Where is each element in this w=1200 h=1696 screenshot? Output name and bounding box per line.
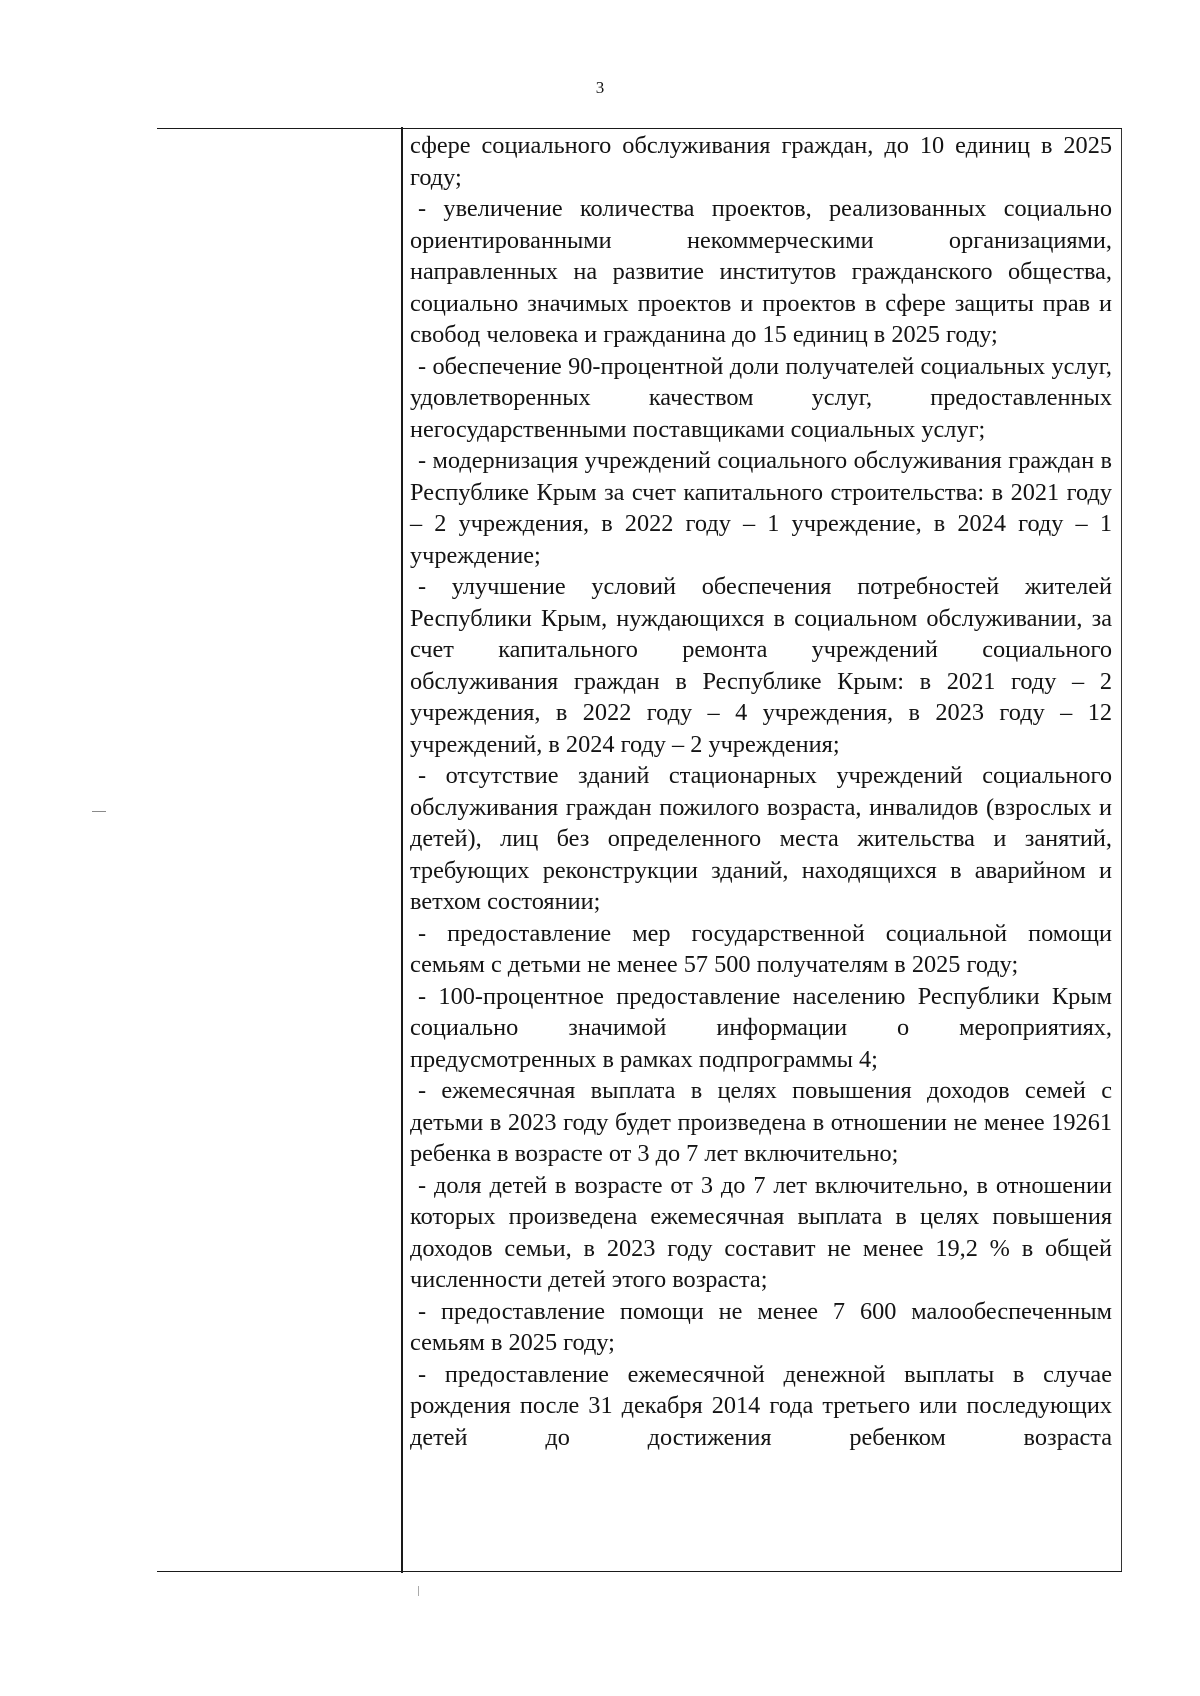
list-item: - улучшение условий обеспечения потребностей жителей Республики Крым, нуждающихся в социальном обслуживании, за счет капитального ремонта учреждений социального обслуживания граждан в Республике Крым: в 2021 году – 2 учреждения, в 2022 году – 4 учреждения, в 2023 году – 12 учреждений, в 2024 году – 2 учреждения;	[410, 573, 1112, 758]
page-number: 3	[595, 78, 605, 97]
table-left-cell	[157, 129, 401, 1571]
list-item: - предоставление мер государственной социальной помощи семьям с детьми не менее 57 500 получателям в 2025 году;	[410, 919, 1112, 978]
table-column-divider	[401, 127, 403, 1573]
list-item: - модернизация учреждений социального обслуживания граждан в Республике Крым за счет капитального строительства: в 2021 году – 2 учреждения, в 2022 году – 1 учреждение, в 2024 году – 1 учреждение;	[410, 447, 1112, 569]
list-item: - обеспечение 90-процентной доли получателей социальных услуг, удовлетворенных качеством услуг, предоставленных негосударственными поставщиками социальных услуг;	[410, 352, 1112, 443]
list-item: - 100-процентное предоставление населению Республики Крым социально значимой информации о мероприятиях, предусмотренных в рамках подпрограммы 4;	[410, 982, 1112, 1073]
document-table	[157, 128, 1122, 1572]
scan-artifact-mark	[92, 811, 106, 812]
list-item: - отсутствие зданий стационарных учреждений социального обслуживания граждан пожилого возраста, инвалидов (взрослых и детей), лиц без определенного места жительства и занятий, требующих реконструкции зданий, находящихся в аварийном и ветхом состоянии;	[410, 762, 1112, 915]
scan-artifact-mark	[418, 1586, 419, 1596]
table-right-cell	[410, 130, 1112, 1453]
list-item: - доля детей в возрасте от 3 до 7 лет включительно, в отношении которых произведена ежемесячная выплата в целях повышения доходов семьи, в 2023 году составит не менее 19,2 % в общей численности детей этого возраста;	[410, 1171, 1112, 1293]
list-item: - ежемесячная выплата в целях повышения доходов семей с детьми в 2023 году будет произведена в отношении не менее 19261 ребенка в возрасте от 3 до 7 лет включительно;	[410, 1077, 1112, 1167]
list-item: - предоставление ежемесячной денежной выплаты в случае рождения после 31 декабря 2014 года третьего или последующих детей до достижения ребенком возраста	[410, 1360, 1112, 1451]
list-item: - предоставление помощи не менее 7 600 малообеспеченным семьям в 2025 году;	[410, 1297, 1112, 1356]
table-right-border	[1121, 129, 1122, 1571]
paragraph: сфере социального обслуживания граждан, до 10 единиц в 2025 году;	[410, 132, 1112, 191]
list-item: - увеличение количества проектов, реализованных социально ориентированными некоммерческими организациями, направленных на развитие институтов гражданского общества, социально значимых проектов и проектов в сфере защиты прав и свобод человека и гражданина до 15 единиц в 2025 году;	[410, 195, 1112, 348]
